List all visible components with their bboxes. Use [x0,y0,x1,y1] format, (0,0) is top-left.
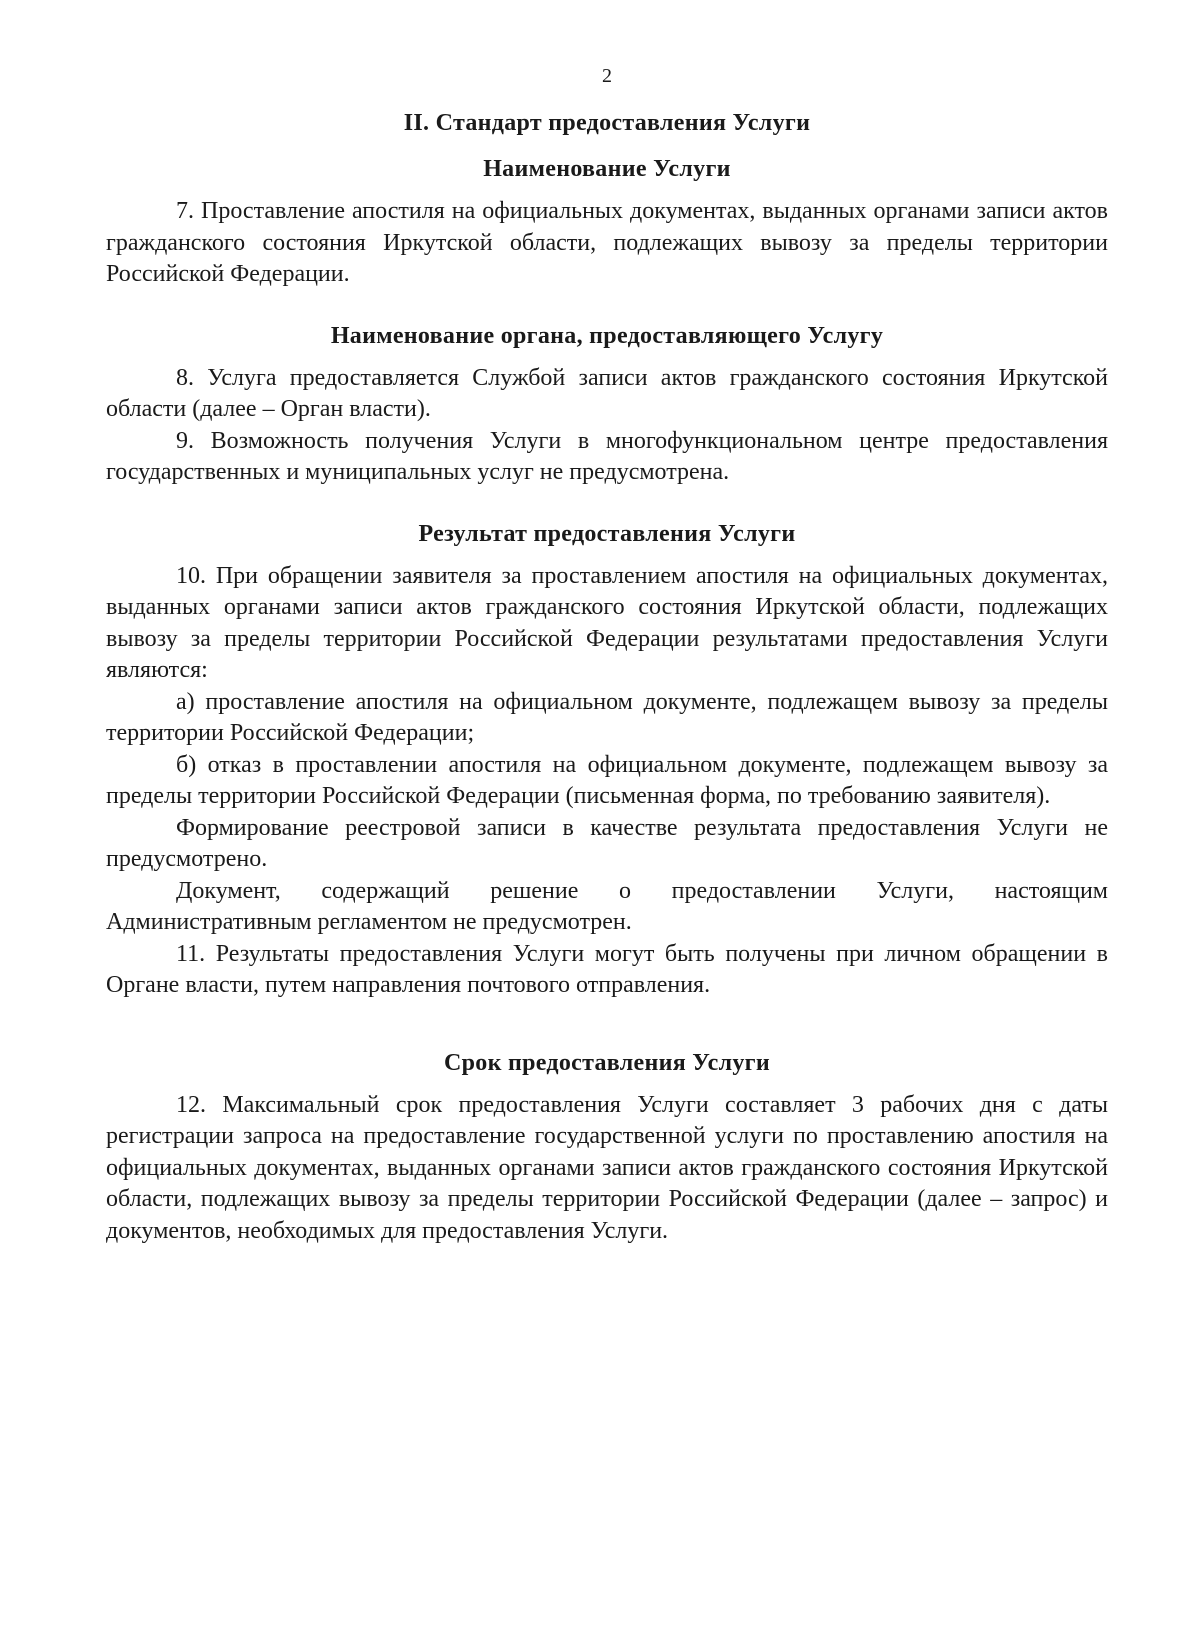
block-term [106,1046,1108,1248]
paragraph-10a: а) проставление апостиля на официальном документе, подлежащем вывозу за пределы территории Российской Федерации; [106,688,1108,746]
paragraph-10b: б) отказ в проставлении апостиля на официальном документе, подлежащем вывозу за пределы территории Российской Федерации (письменная форма, по требованию заявителя). [106,751,1108,809]
spacer [106,291,1108,319]
block-result [106,517,1108,1002]
heading-authority: Наименование органа, предоставляющего Услугу [330,322,884,349]
heading-result: Результат предоставления Услуги [418,520,796,547]
section-title: II. Стандарт предоставления Услуги [403,110,811,136]
paragraph-8: 8. Услуга предоставляется Службой записи актов гражданского состояния Иркутской области (далее – Орган власти). [106,364,1108,422]
paragraph-9: 9. Возможность получения Услуги в многофункциональном центре предоставления государственных и муниципальных услуг не предусмотрена. [106,427,1108,485]
paragraph-10: 10. При обращении заявителя за проставлением апостиля на официальных документах, выданных органами записи актов гражданского состояния Иркутской области, подлежащих вывозу за пределы территории Российской Федерации результатами предоставления Услуги являются: [106,562,1108,683]
block-service-name [106,152,1108,291]
document-page [106,64,1108,1247]
heading-term: Срок предоставления Услуги [444,1049,770,1076]
spacer [106,489,1108,517]
page-number: 2 [602,65,612,87]
heading-service-name: Наименование Услуги [483,156,731,182]
paragraph-decision-document: Документ, содержащий решение о предоставлении Услуги, настоящим Административным регламентом не предусмотрен. [106,877,1108,935]
block-authority [106,319,1108,489]
paragraph-registry: Формирование реестровой записи в качестве результата предоставления Услуги не предусмотрено. [106,814,1108,872]
paragraph-7: 7. Проставление апостиля на официальных документах, выданных органами записи актов гражданского состояния Иркутской области, подлежащих вывозу за пределы территории Российской Федерации. [106,198,1108,287]
paragraph-12: 12. Максимальный срок предоставления Услуги составляет 3 рабочих дня с даты регистрации запроса на предоставление государственной услуги по проставлению апостиля на официальных документах, выданных органами записи актов гражданского состояния Иркутской области, подлежащих вывозу за пределы территории Российской Федерации (далее – запрос) и документов, необходимых для предоставления Услуги. [106,1091,1108,1244]
spacer [106,1002,1108,1046]
paragraph-11: 11. Результаты предоставления Услуги могут быть получены при личном обращении в Органе власти, путем направления почтового отправления. [106,940,1108,998]
